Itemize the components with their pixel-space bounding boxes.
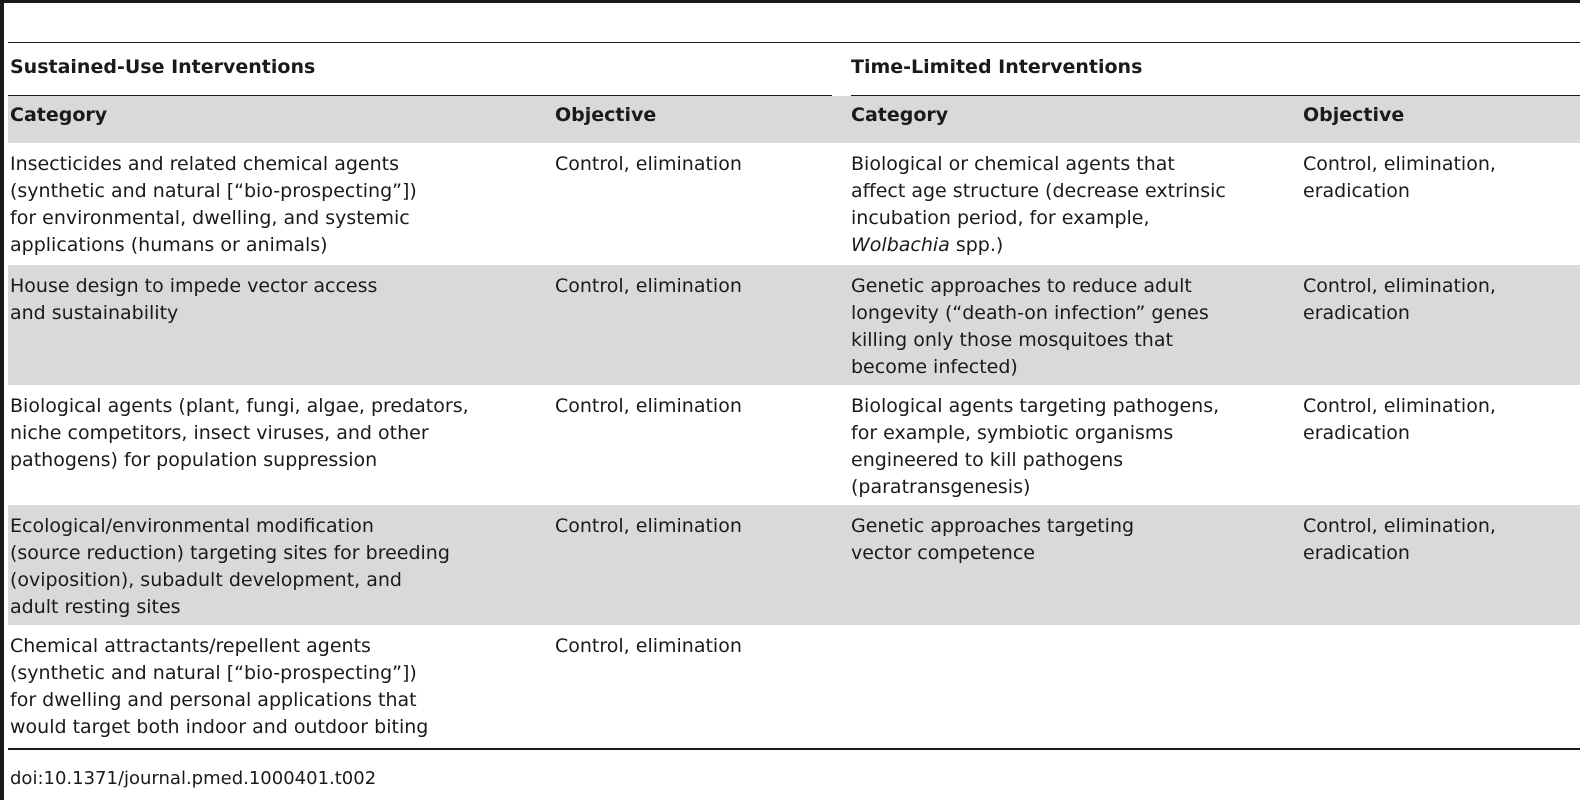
species-name: Wolbachia xyxy=(851,234,950,256)
group-heading-time-limited: Time-Limited Interventions xyxy=(851,56,1143,78)
sustained-category-cell: House design to impede vector access and sustainability xyxy=(10,275,378,324)
time-limited-category-cell xyxy=(851,151,1291,259)
column-header-sustained-category: Category xyxy=(10,104,108,126)
category-text-suffix: spp.) xyxy=(949,234,1004,256)
time-limited-category-cell: Biological agents targeting pathogens, for example, symbiotic organisms engineered to kill pathogens (paratransgenesis) xyxy=(851,395,1220,498)
left-border xyxy=(0,0,4,800)
table-row xyxy=(8,385,1580,505)
table-row xyxy=(8,505,1580,625)
group-heading-sustained: Sustained-Use Interventions xyxy=(10,56,316,78)
sustained-objective-cell: Control, elimination xyxy=(555,515,742,537)
sustained-category-cell: Chemical attractants/repellent agents (synthetic and natural [“bio-prospecting”]) for dwelling and personal applications that would target both indoor and outdoor biting xyxy=(10,635,429,738)
time-limited-objective-cell: Control, elimination, eradication xyxy=(1303,515,1496,564)
time-limited-category-cell: Genetic approaches to reduce adult longevity (“death-on infection” genes killing only those mosquitoes that become infected) xyxy=(851,275,1209,378)
time-limited-category-cell: Genetic approaches targeting vector competence xyxy=(851,515,1135,564)
table-bottom-rule xyxy=(8,748,1580,750)
sustained-category-cell: Biological agents (plant, fungi, algae, predators, niche competitors, insect viruses, and other pathogens) for population suppression xyxy=(10,395,469,471)
top-rule xyxy=(0,0,1580,3)
time-limited-objective-cell: Control, elimination, eradication xyxy=(1303,395,1496,444)
sustained-objective-cell: Control, elimination xyxy=(555,153,742,175)
category-text: Biological or chemical agents that affect age structure (decrease extrinsic incubation period, for example, xyxy=(851,153,1226,229)
sustained-category-cell: Insecticides and related chemical agents (synthetic and natural [“bio-prospecting”]) for environmental, dwelling, and systemic applications (humans or animals) xyxy=(10,153,417,256)
table-row xyxy=(8,625,1580,747)
time-limited-objective-cell: Control, elimination, eradication xyxy=(1303,275,1496,324)
sustained-category-cell: Ecological/environmental modification (source reduction) targeting sites for breeding (oviposition), subadult development, and adult resting sites xyxy=(10,515,450,618)
table-top-rule xyxy=(8,42,1580,43)
column-header-time-limited-category: Category xyxy=(851,104,949,126)
column-header-sustained-objective: Objective xyxy=(555,104,657,126)
sustained-objective-cell: Control, elimination xyxy=(555,275,742,297)
sustained-objective-cell: Control, elimination xyxy=(555,395,742,417)
table-row xyxy=(8,265,1580,385)
column-header-time-limited-objective: Objective xyxy=(1303,104,1405,126)
time-limited-objective-cell: Control, elimination, eradication xyxy=(1303,153,1496,202)
sustained-objective-cell: Control, elimination xyxy=(555,635,742,657)
doi-footnote: doi:10.1371/journal.pmed.1000401.t002 xyxy=(10,768,377,789)
table-row xyxy=(8,143,1580,265)
